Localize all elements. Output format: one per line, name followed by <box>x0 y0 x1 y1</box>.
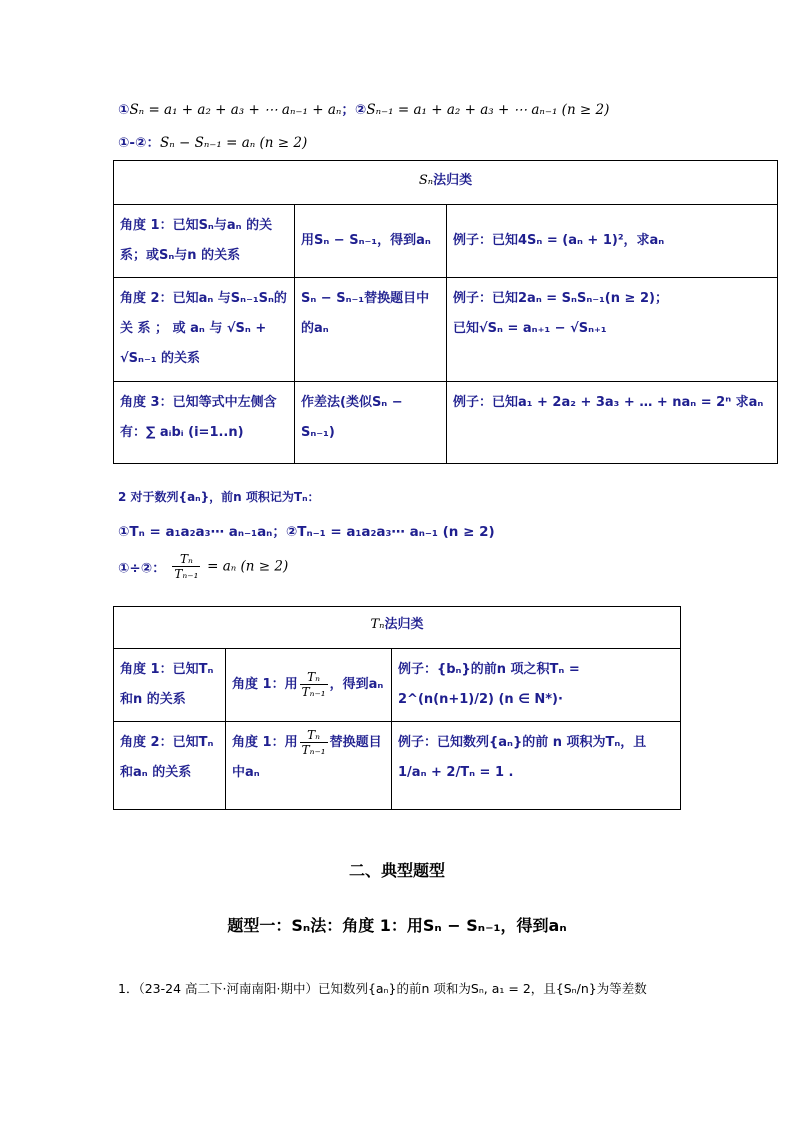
sn-row2-angle: 角度 2：已知aₙ 与Sₙ₋₁Sₙ的关 系 ； 或 aₙ 与 √Sₙ + √Sₙ₋₁ 的关系 <box>114 278 295 382</box>
tn-row2-example-cell <box>392 722 681 810</box>
tn-row1-example: 例子：{bₙ}的前n 项之积Tₙ = 2^(n(n+1)/2) (n ∈ N*)· <box>392 649 681 722</box>
tn-row2-fraction-num: Tₙ <box>300 728 328 743</box>
sn-row3-angle: 角度 3：已知等式中左侧含有：∑ aᵢbᵢ (i=1..n) <box>114 382 295 464</box>
tn-row2-method-pre: 角度 1：用 <box>232 735 298 750</box>
problem-type-heading: 题型一：Sₙ法：角度 1：用Sₙ − Sₙ₋₁，得到aₙ <box>227 916 567 935</box>
intro-subtract-label: ①-②： <box>118 135 160 151</box>
section-heading: 二、典型题型 <box>348 861 445 880</box>
sn-table-title-math: Sₙ <box>418 173 434 188</box>
tn-row1-fraction-num: Tₙ <box>300 670 328 685</box>
tn-row1-fraction <box>300 670 328 699</box>
section2-line-1: ①Tₙ = a₁a₂a₃⋯ aₙ₋₁aₙ；②Tₙ₋₁ = a₁a₂a₃⋯ aₙ₋₁ (n ≥ 2) <box>118 524 495 540</box>
section2-fraction-num: Tₙ <box>172 552 200 567</box>
intro-separator: ；② <box>341 102 367 118</box>
tn-table-title <box>114 607 681 649</box>
intro-line-2 <box>118 131 307 151</box>
sn-row2-example-cell <box>447 278 778 382</box>
tn-row2-method-post: 替换题目中aₙ <box>232 735 382 780</box>
sn-row3-example: 例子：已知a₁ + 2a₂ + 3a₃ + … + naₙ = 2ⁿ 求aₙ <box>447 382 778 464</box>
tn-row2-fraction-den: Tₙ₋₁ <box>301 743 326 757</box>
tn-row2-example: 例子：已知数列{aₙ}的前 n 项积为Tₙ，且 <box>398 735 647 750</box>
intro-formula-sn-1: Sₙ₋₁ = a₁ + a₂ + a₃ + ⋯ aₙ₋₁ (n ≥ 2) <box>366 102 610 118</box>
tn-table-title-text: 法归类 <box>384 617 424 632</box>
tn-method-table <box>113 606 681 810</box>
sn-method-table <box>113 160 778 464</box>
tn-row1-method-pre: 角度 1：用 <box>232 677 298 692</box>
intro-circle-1: ① <box>118 102 130 118</box>
section2-line-2 <box>118 552 288 581</box>
tn-row1-fraction-den: Tₙ₋₁ <box>301 685 326 699</box>
problem-1: 1．（23-24 高二下·河南南阳·期中）已知数列{aₙ}的前n 项和为Sₙ, a₁ = 2，且{Sₙ/n}为等差数 <box>118 981 647 996</box>
sn-row2-example: 例子：已知2aₙ = SₙSₙ₋₁(n ≥ 2)； <box>453 291 668 306</box>
tn-row2-example-2: 1/aₙ + 2/Tₙ = 1 . <box>398 765 514 780</box>
tn-row1-method-post: ，得到aₙ <box>329 677 384 692</box>
section2-divide-label: ①÷②： <box>118 560 166 577</box>
sn-row2-method: Sₙ − Sₙ₋₁替换题目中的aₙ <box>295 278 447 382</box>
tn-row1-method <box>226 649 392 722</box>
sn-row1-method: 用Sₙ − Sₙ₋₁，得到aₙ <box>295 205 447 278</box>
sn-table-title-text: 法归类 <box>433 173 473 188</box>
sn-table-title <box>114 161 778 205</box>
sn-row1-example: 例子：已知4Sₙ = (aₙ + 1)²，求aₙ <box>447 205 778 278</box>
tn-row1-angle: 角度 1：已知Tₙ 和n 的关系 <box>114 649 226 722</box>
sn-row3-method: 作差法(类似Sₙ − Sₙ₋₁) <box>295 382 447 464</box>
tn-row2-fraction <box>300 728 328 757</box>
section2-intro: 2 对于数列{aₙ}，前n 项积记为Tₙ： <box>118 490 320 504</box>
section2-line-2-rest: = aₙ (n ≥ 2) <box>207 558 289 575</box>
intro-difference-formula: Sₙ − Sₙ₋₁ = aₙ (n ≥ 2) <box>159 135 308 151</box>
section2-fraction <box>172 552 200 581</box>
section2-fraction-den: Tₙ₋₁ <box>174 567 199 581</box>
tn-row2-method <box>226 722 392 810</box>
tn-table-title-math: Tₙ <box>370 617 385 632</box>
intro-line-1 <box>118 98 609 118</box>
tn-row2-angle: 角度 2：已知Tₙ 和aₙ 的关系 <box>114 722 226 810</box>
intro-formula-sn: Sₙ = a₁ + a₂ + a₃ + ⋯ aₙ₋₁ + aₙ <box>129 102 342 118</box>
sn-row1-angle: 角度 1：已知Sₙ与aₙ 的关系；或Sₙ与n 的关系 <box>114 205 295 278</box>
sn-row2-example-2: 已知√Sₙ = aₙ₊₁ − √Sₙ₊₁ <box>453 321 607 336</box>
